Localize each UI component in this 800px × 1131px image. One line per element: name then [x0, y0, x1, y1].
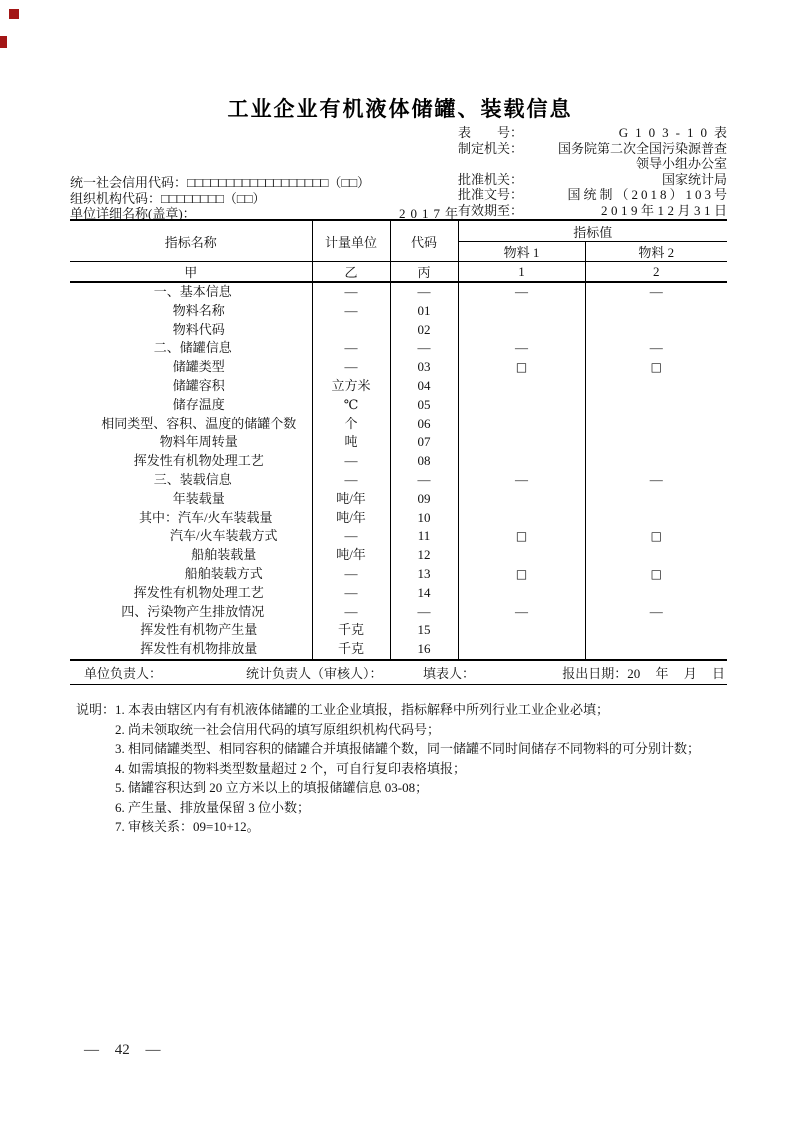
- note-item: 4. 如需填报的物料类型数量超过 2 个，可自行复印表格填报；: [115, 760, 467, 776]
- note-item: 5. 储罐容积达到 20 立方米以上的填报储罐信息 03-08；: [115, 780, 429, 795]
- red-scan-marker: [9, 9, 19, 19]
- code-cell: 03: [390, 358, 458, 377]
- indicator-name-cell: 挥发性有机物产生量: [70, 621, 312, 640]
- unit-cell: 千克: [312, 640, 390, 660]
- code-cell: 14: [390, 584, 458, 603]
- value-cell-material-1: [458, 640, 585, 660]
- table-row: [70, 433, 727, 452]
- value-cell-material-2: —: [649, 340, 663, 356]
- checkbox-material-2: □: [650, 360, 662, 375]
- value-cell-material-1: [458, 452, 585, 471]
- unit-cell: —: [312, 603, 390, 622]
- header-yi: 乙: [312, 262, 390, 283]
- unit-cell: [312, 321, 390, 340]
- code-cell: 04: [390, 377, 458, 396]
- indicator-name-cell: 二、储罐信息: [70, 339, 312, 358]
- indicator-name-cell: 挥发性有机物处理工艺: [70, 452, 312, 471]
- code-cell: —: [390, 282, 458, 302]
- page-number: — 42 —: [84, 1042, 161, 1058]
- meta-label: 制定机关：: [458, 140, 524, 156]
- value-cell-material-1: [458, 377, 585, 396]
- indicator-table: [70, 219, 727, 661]
- note-item: 3. 相同储罐类型、相同容积的储罐合并填报储罐个数，同一储罐不同时间储存不同物料的可分别计数；: [115, 741, 701, 756]
- table-row: [70, 358, 727, 377]
- checkbox-material-1: □: [458, 565, 585, 584]
- table-row: [70, 584, 727, 603]
- value-cell-material-2: [585, 490, 727, 509]
- unit-cell: —: [312, 565, 390, 584]
- meta-value: 国家统计局: [661, 171, 727, 187]
- value-cell-material-1: [458, 621, 585, 640]
- value-cell-material-2: —: [649, 284, 663, 299]
- value-cell-material-1: —: [458, 603, 585, 622]
- table-row: [70, 509, 727, 528]
- header-material-2: 物料 2: [585, 242, 727, 262]
- meta-value: 国务院第二次全国污染源普查: [557, 140, 727, 156]
- credit-code-line: 统一社会信用代码：□□□□□□□□□□□□□□□□□□（□□）: [70, 175, 371, 190]
- value-cell-material-2: [585, 302, 727, 321]
- code-cell: 13: [390, 565, 458, 584]
- unit-cell: 千克: [312, 621, 390, 640]
- meta-label: 表 号：: [458, 125, 524, 140]
- value-cell-material-2: [585, 433, 727, 452]
- header-bing: 丙: [390, 262, 458, 283]
- indicator-name-cell: 三、装载信息: [70, 471, 312, 490]
- unit-cell: 个: [312, 415, 390, 434]
- indicator-name-cell: 船舶装载方式: [70, 565, 312, 584]
- meta-value: 2019年12月31日: [600, 202, 731, 218]
- unit-cell: 吨/年: [312, 490, 390, 509]
- header-unit: 计量单位: [312, 220, 390, 262]
- code-cell: 09: [390, 490, 458, 509]
- value-cell-material-1: —: [458, 471, 585, 490]
- form-meta-left: [70, 175, 463, 222]
- meta-line: [458, 125, 734, 141]
- unit-cell: 吨/年: [312, 546, 390, 565]
- value-cell-material-2: [585, 621, 727, 640]
- value-cell-material-2: —: [649, 471, 663, 487]
- notes-block: [76, 700, 700, 837]
- meta-line: [458, 141, 727, 157]
- meta-value: 国统制（2018）103号: [567, 187, 730, 203]
- meta-label: 批准机关：: [458, 171, 524, 187]
- table-row: [70, 603, 727, 622]
- meta-label: 批准文号：: [458, 187, 524, 203]
- value-cell-material-2: [585, 546, 727, 565]
- code-cell: 11: [390, 527, 458, 546]
- table-row: [70, 565, 727, 584]
- code-cell: —: [390, 471, 458, 490]
- table-row: [70, 321, 727, 340]
- table-body: [70, 282, 727, 660]
- code-cell: 05: [390, 396, 458, 415]
- indicator-name-cell: 挥发性有机物处理工艺: [70, 584, 312, 603]
- table-row: [70, 302, 727, 321]
- unit-head-label: 单位负责人：: [84, 666, 163, 681]
- unit-cell: —: [312, 358, 390, 377]
- value-cell-material-2: [585, 640, 727, 660]
- code-cell: 10: [390, 509, 458, 528]
- unit-cell: —: [312, 584, 390, 603]
- unit-cell: 吨/年: [312, 509, 390, 528]
- table-row: [70, 621, 727, 640]
- stat-head-label: 统计负责人（审核人）：: [246, 666, 383, 681]
- meta-line: [458, 187, 730, 203]
- value-cell-material-1: [458, 509, 585, 528]
- indicator-name-cell: 汽车/火车装载方式: [70, 527, 312, 546]
- page-title: 工业企业有机液体储罐、装载信息: [227, 97, 573, 121]
- note-item: 7. 审核关系：09=10+12。: [115, 819, 260, 834]
- unit-cell: —: [312, 302, 390, 321]
- unit-cell: —: [312, 339, 390, 358]
- table-row: [70, 490, 727, 509]
- value-cell-material-2: [585, 509, 727, 528]
- value-cell-material-1: [458, 302, 585, 321]
- code-cell: —: [390, 339, 458, 358]
- value-cell-material-1: [458, 396, 585, 415]
- notes-list: [115, 700, 700, 837]
- indicator-name-cell: 储存温度: [70, 396, 312, 415]
- meta-line: [458, 156, 727, 172]
- signature-strip: [70, 658, 727, 685]
- code-cell: 07: [390, 433, 458, 452]
- table-row: [70, 546, 727, 565]
- header-jia: 甲: [70, 262, 312, 283]
- header-indicator-value: 指标值: [458, 220, 727, 242]
- value-cell-material-2: [585, 452, 727, 471]
- meta-value: G103-10表: [618, 125, 734, 140]
- header-1: 1: [458, 262, 585, 283]
- unit-cell: —: [312, 471, 390, 490]
- checkbox-material-2: □: [650, 529, 662, 544]
- indicator-name-cell: 四、污染物产生排放情况: [70, 603, 312, 622]
- value-cell-material-2: [585, 377, 727, 396]
- value-cell-material-1: [458, 321, 585, 340]
- value-cell-material-2: [585, 584, 727, 603]
- table-row: [70, 640, 727, 660]
- value-cell-material-2: [585, 321, 727, 340]
- report-year: 2017年: [398, 206, 463, 222]
- table-row: [70, 339, 727, 358]
- code-cell: 16: [390, 640, 458, 660]
- indicator-name-cell: 年装载量: [70, 490, 312, 509]
- unit-name-label: 单位详细名称(盖章)：: [70, 206, 196, 222]
- table-row: [70, 282, 727, 302]
- indicator-name-cell: 储罐容积: [70, 377, 312, 396]
- indicator-name-cell: 其中：汽车/火车装载量: [70, 509, 312, 528]
- code-cell: 02: [390, 321, 458, 340]
- indicator-name-cell: 相同类型、容积、温度的储罐个数: [70, 415, 312, 434]
- note-item: 2. 尚未领取统一社会信用代码的填写原组织机构代码号；: [115, 721, 441, 737]
- indicator-name-cell: 挥发性有机物排放量: [70, 640, 312, 660]
- value-cell-material-1: [458, 433, 585, 452]
- unit-cell: —: [312, 452, 390, 471]
- indicator-name-cell: 一、基本信息: [70, 282, 312, 302]
- report-date-label: 报出日期：20 年 月 日: [562, 666, 725, 681]
- value-cell-material-2: [585, 396, 727, 415]
- value-cell-material-1: —: [458, 282, 585, 302]
- unit-cell: —: [312, 527, 390, 546]
- table-row: [70, 396, 727, 415]
- checkbox-material-1: □: [458, 527, 585, 546]
- value-cell-material-2: [585, 415, 727, 434]
- meta-line: [458, 202, 731, 219]
- checkbox-material-1: □: [458, 358, 585, 377]
- code-cell: 08: [390, 452, 458, 471]
- red-scan-marker: [0, 36, 7, 48]
- value-cell-material-1: [458, 490, 585, 509]
- table-row: [70, 452, 727, 471]
- unit-cell: ℃: [312, 396, 390, 415]
- value-cell-material-1: —: [458, 339, 585, 358]
- table-row: [70, 471, 727, 490]
- form-filler-label: 填表人：: [423, 666, 476, 681]
- code-cell: 12: [390, 546, 458, 565]
- indicator-name-cell: 物料名称: [70, 302, 312, 321]
- value-cell-material-1: [458, 584, 585, 603]
- indicator-name-cell: 物料年周转量: [70, 433, 312, 452]
- indicator-name-cell: 船舶装载量: [70, 546, 312, 565]
- value-cell-material-1: [458, 415, 585, 434]
- indicator-name-cell: 储罐类型: [70, 358, 312, 377]
- code-cell: 06: [390, 415, 458, 434]
- header-material-1: 物料 1: [458, 242, 585, 262]
- table-row: [70, 527, 727, 546]
- table-row: [70, 377, 727, 396]
- note-item: 6. 产生量、排放量保留 3 位小数；: [115, 799, 311, 815]
- note-item: 1. 本表由辖区内有有机液体储罐的工业企业填报，指标解释中所列行业工业企业必填；: [115, 702, 610, 717]
- code-cell: 01: [390, 302, 458, 321]
- table-row: [70, 415, 727, 434]
- code-cell: 15: [390, 621, 458, 640]
- unit-cell: 吨: [312, 433, 390, 452]
- org-code-line: 组织机构代码：□□□□□□□□（□□）: [70, 190, 266, 206]
- indicator-name-cell: 物料代码: [70, 321, 312, 340]
- unit-cell: —: [312, 282, 390, 302]
- value-cell-material-2: —: [649, 603, 663, 619]
- unit-cell: 立方米: [312, 377, 390, 396]
- code-cell: —: [390, 603, 458, 622]
- form-meta-right: [458, 125, 734, 219]
- header-2: 2: [585, 262, 727, 283]
- meta-line: [458, 172, 727, 188]
- meta-label: 有效期至：: [458, 202, 524, 218]
- meta-value: 领导小组办公室: [635, 156, 727, 172]
- checkbox-material-2: □: [650, 566, 662, 581]
- value-cell-material-1: [458, 546, 585, 565]
- notes-label: 说明：: [76, 702, 116, 717]
- header-code: 代码: [390, 220, 458, 262]
- header-indicator-name: 指标名称: [70, 220, 312, 262]
